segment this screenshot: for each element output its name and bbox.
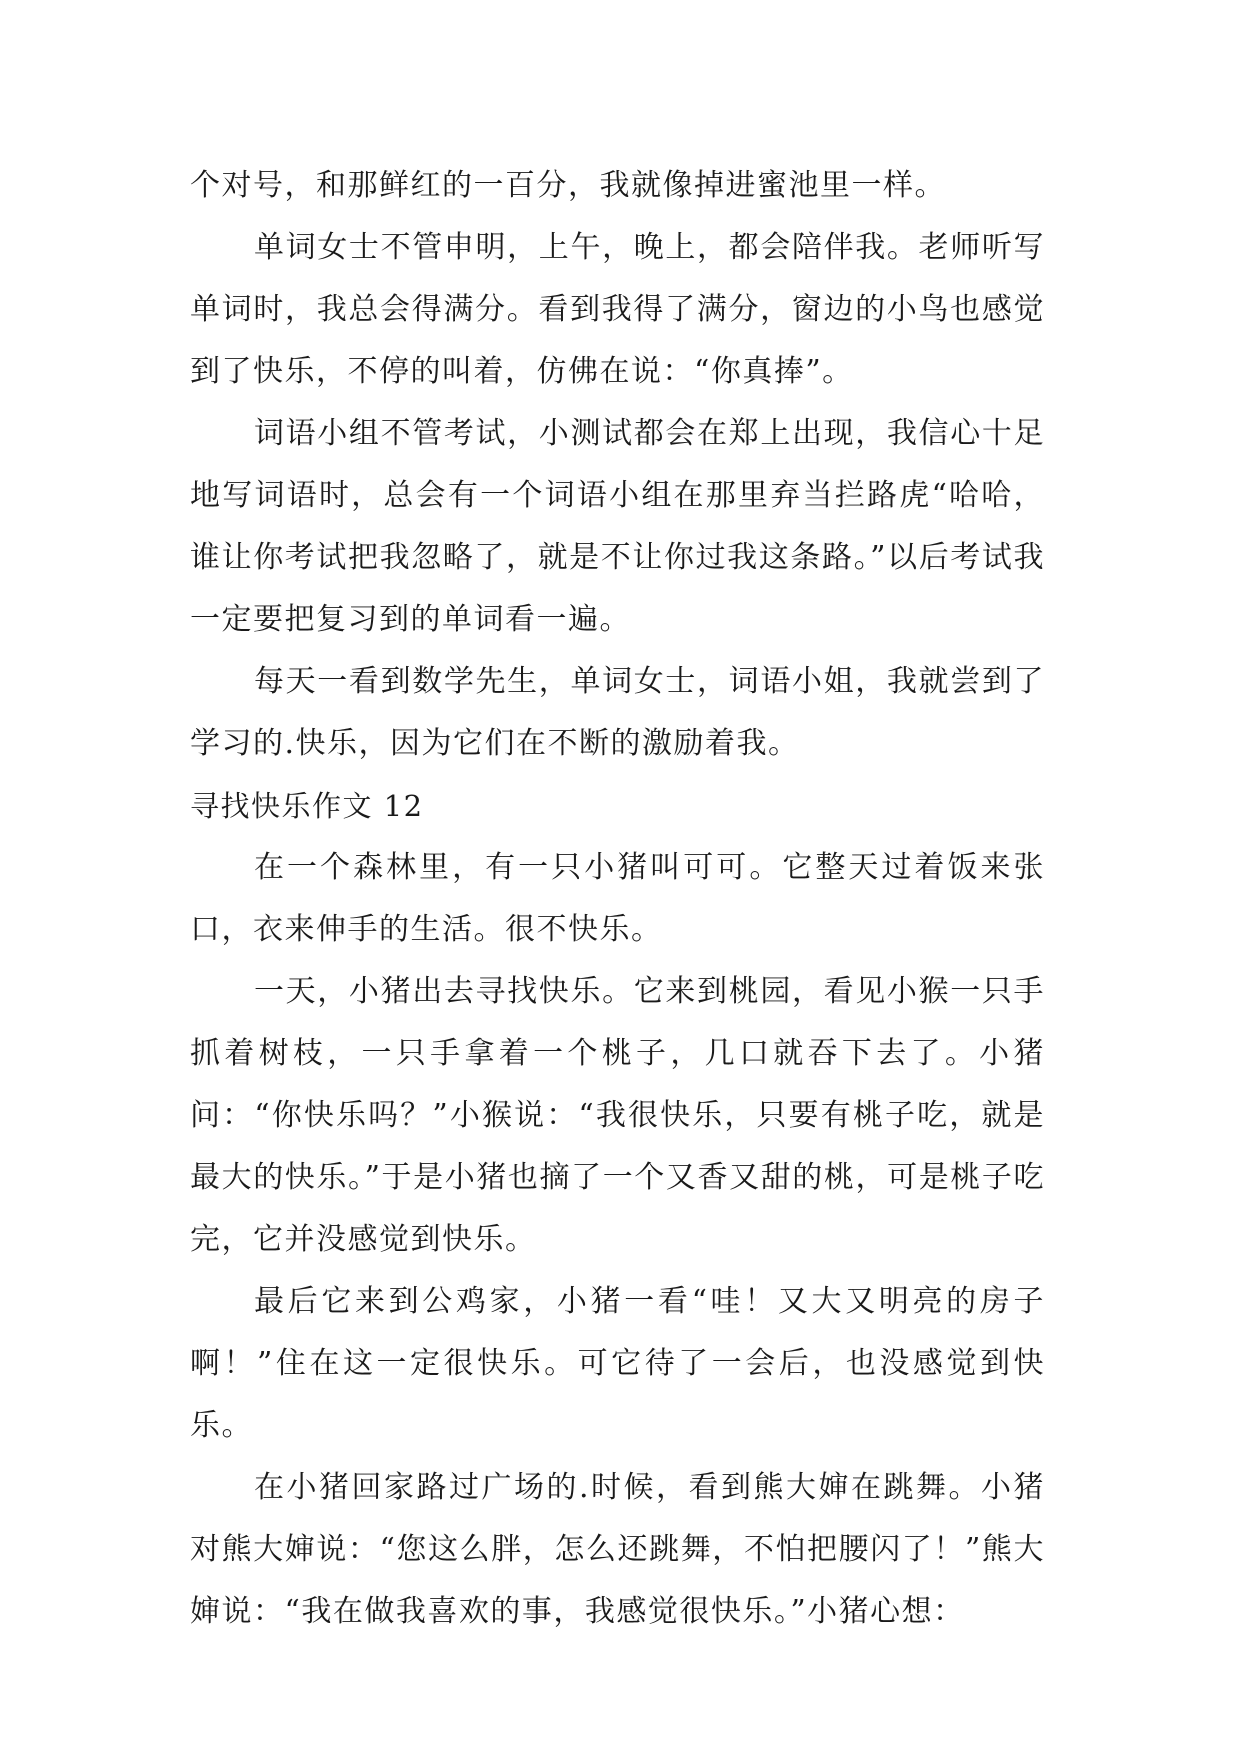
story-paragraph-monkey: 一天，小猪出去寻找快乐。它来到桃园，看见小猴一只手抓着树枝，一只手拿着一个桃子，几口就吞下去了。小猪问：“你快乐吗？”小猴说：“我很快乐，只要有桃子吃，就是最大的快乐。”于是小猪也摘了一个又香又甜的桃，可是桃子吃完，它并没感觉到快乐。 (190, 974, 1045, 1257)
story-paragraph-intro: 在一个森林里，有一只小猪叫可可。它整天过着饭来张口，衣来伸手的生活。很不快乐。 (190, 850, 1045, 947)
document-body (190, 155, 1045, 1643)
section-title: 寻找快乐作文 12 (190, 789, 424, 823)
paragraph-word-group: 词语小组不管考试，小测试都会在郑上出现，我信心十足地写词语时，总会有一个词语小组在那里弃当拦路虎“哈哈，谁让你考试把我忽略了，就是不让你过我这条路。”以后考试我一定要把复习到的单词看一遍。 (190, 416, 1045, 637)
paragraph-summary: 每天一看到数学先生，单词女士，词语小姐，我就尝到了学习的.快乐，因为它们在不断的激励着我。 (190, 664, 1045, 761)
story-paragraph-rooster: 最后它来到公鸡家，小猪一看“哇！又大又明亮的房子啊！”住在这一定很快乐。可它待了一会后，也没感觉到快乐。 (190, 1284, 1045, 1443)
paragraph-continuation: 个对号，和那鲜红的一百分，我就像掉进蜜池里一样。 (190, 168, 946, 203)
paragraph-word-lady: 单词女士不管申明，上午，晚上，都会陪伴我。老师听写单词时，我总会得满分。看到我得了满分，窗边的小鸟也感觉到了快乐，不停的叫着，仿佛在说：“你真捧”。 (190, 230, 1045, 389)
story-paragraph-bear: 在小猪回家路过广场的.时候，看到熊大婶在跳舞。小猪对熊大婶说：“您这么胖，怎么还跳舞，不怕把腰闪了！”熊大婶说：“我在做我喜欢的事，我感觉很快乐。”小猪心想： (190, 1470, 1045, 1629)
